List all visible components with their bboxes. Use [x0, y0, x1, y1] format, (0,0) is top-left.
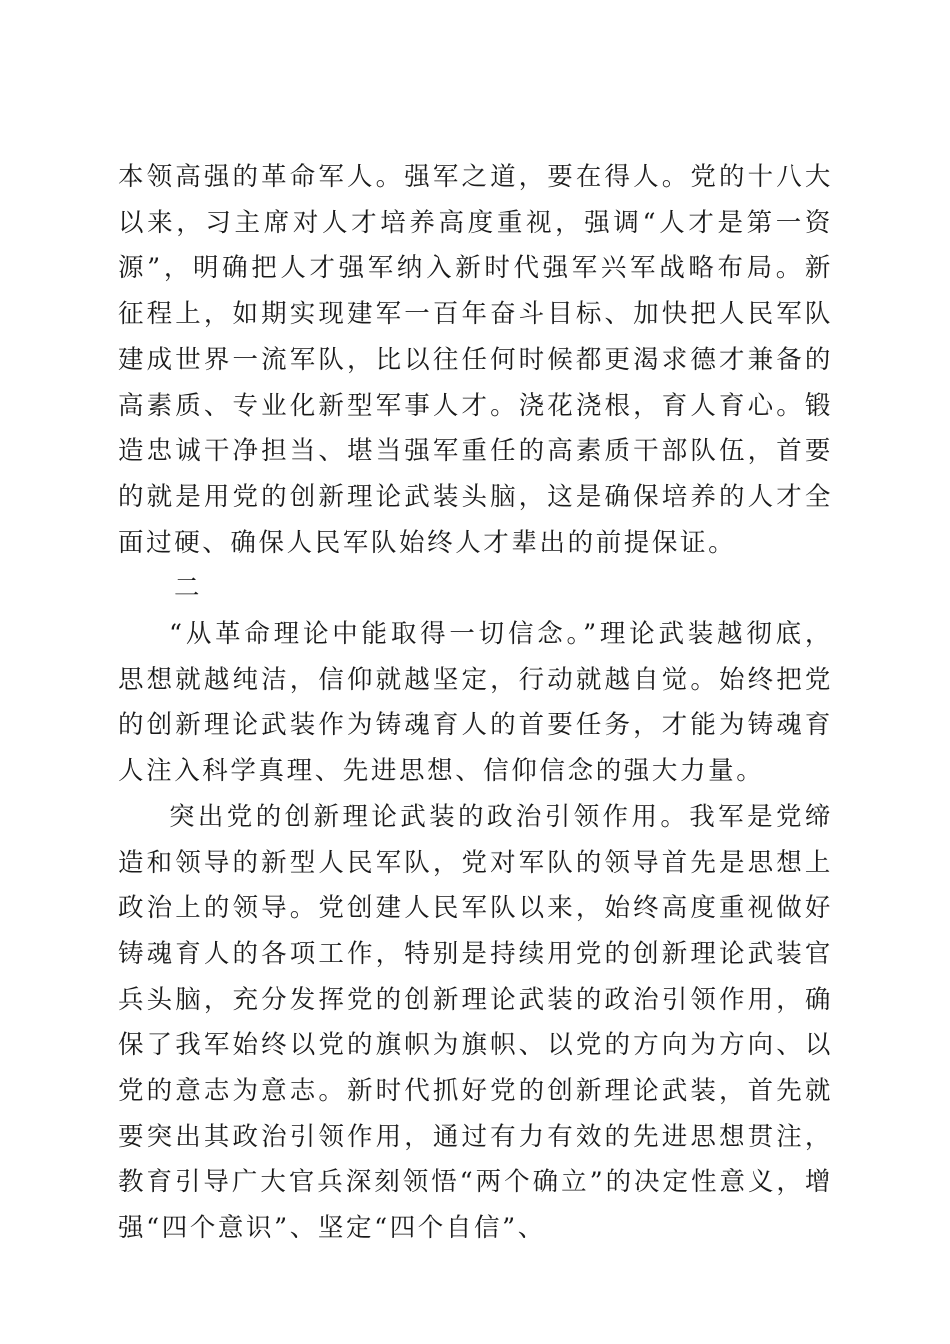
document-body [118, 155, 833, 1252]
paragraph-theory: “从革命理论中能取得一切信念。”理论武装越彻底，思想就越纯洁，信仰就越坚定，行动就越自觉。始终把党的创新理论武装作为铸魂育人的首要任务，才能为铸魂育人注入科学真理、先进思想、信仰信念的强大力量。 [118, 619, 833, 787]
paragraph-continued: 本领高强的革命军人。强军之道，要在得人。党的十八大以来，习主席对人才培养高度重视，强调“人才是第一资源”，明确把人才强军纳入新时代强军兴军战略布局。新征程上，如期实现建军一百年奋斗目标、加快把人民军队建成世界一流军队，比以往任何时候都更渴求德才兼备的高素质、专业化新型军事人才。浇花浇根，育人育心。锻造忠诚干净担当、堪当强军重任的高素质干部队伍，首要的就是用党的创新理论武装头脑，这是确保培养的人才全面过硬、确保人民军队始终人才辈出的前提保证。 [118, 162, 833, 558]
section-heading: 二 [174, 573, 203, 604]
paragraph-political-guidance: 突出党的创新理论武装的政治引领作用。我军是党缔造和领导的新型人民军队，党对军队的领导首先是思想上政治上的领导。党创建人民军队以来，始终高度重视做好铸魂育人的各项工作，特别是持续用党的创新理论武装官兵头脑，充分发挥党的创新理论武装的政治引领作用，确保了我军始终以党的旗帜为旗帜、以党的方向为方向、以党的意志为意志。新时代抓好党的创新理论武装，首先就要突出其政治引领作用，通过有力有效的先进思想贯注，教育引导广大官兵深刻领悟“两个确立”的决定性意义，增强“四个意识”、坚定“四个自信”、 [118, 801, 833, 1244]
